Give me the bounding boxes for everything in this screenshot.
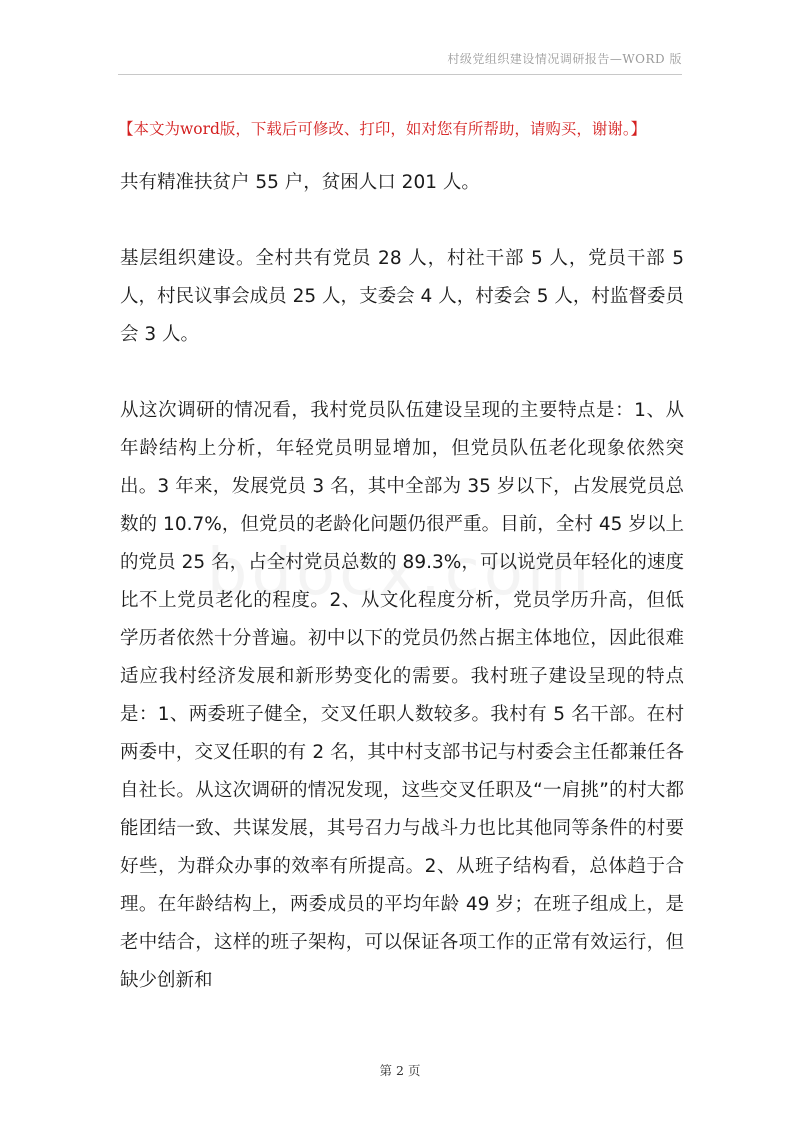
document-body xyxy=(120,164,684,1000)
page-number: 第 2 页 xyxy=(379,1063,421,1078)
purchase-notice: 【本文为word版，下载后可修改、打印，如对您有所帮助，请购买，谢谢。】 xyxy=(118,120,647,138)
paragraph-survey-findings: 从这次调研的情况看，我村党员队伍建设呈现的主要特点是：1、从年龄结构上分析，年轻党员明显增加，但党员队伍老化现象依然突出。3 年来，发展党员 3 名，其中全部为 35 岁以下，占发展党员总数的 10.7%，但党员的老龄化问题仍很严重。目前，全村 45 岁以上的党员 25 名，占全村党员总数的 89.3%，可以说党员年轻化的速度比不上党员老化的程度。2、从文化程度分析，党员学历升高，但低学历者依然十分普遍。初中以下的党员仍然占据主体地位，因此很难适应我村经济发展和新形势变化的需要。我村班子建设呈现的特点是：1、两委班子健全，交叉任职人数较多。我村有 5 名干部。在村两委中，交叉任职的有 2 名，其中村支部书记与村委会主任都兼任各自社长。从这次调研的情况发现，这些交叉任职及“一肩挑”的村大都能团结一致、共谋发展，其号召力与战斗力也比其他同等条件的村要好些，为群众办事的效率有所提高。2、从班子结构看，总体趋于合理。在年龄结构上，两委成员的平均年龄 49 岁；在班子组成上，是老中结合，这样的班子架构，可以保证各项工作的正常有效运行，但缺少创新和 xyxy=(120,400,684,991)
paragraph-organization-building: 基层组织建设。全村共有党员 28 人，村社干部 5 人，党员干部 5 人，村民议事会成员 25 人，支委会 4 人，村委会 5 人，村监督委员会 3 人。 xyxy=(120,248,684,345)
running-header: 村级党组织建设情况调研报告—WORD 版 xyxy=(447,52,682,66)
paragraph-poverty-households: 共有精准扶贫户 55 户，贫困人口 201 人。 xyxy=(120,172,480,193)
header-divider xyxy=(118,74,682,75)
